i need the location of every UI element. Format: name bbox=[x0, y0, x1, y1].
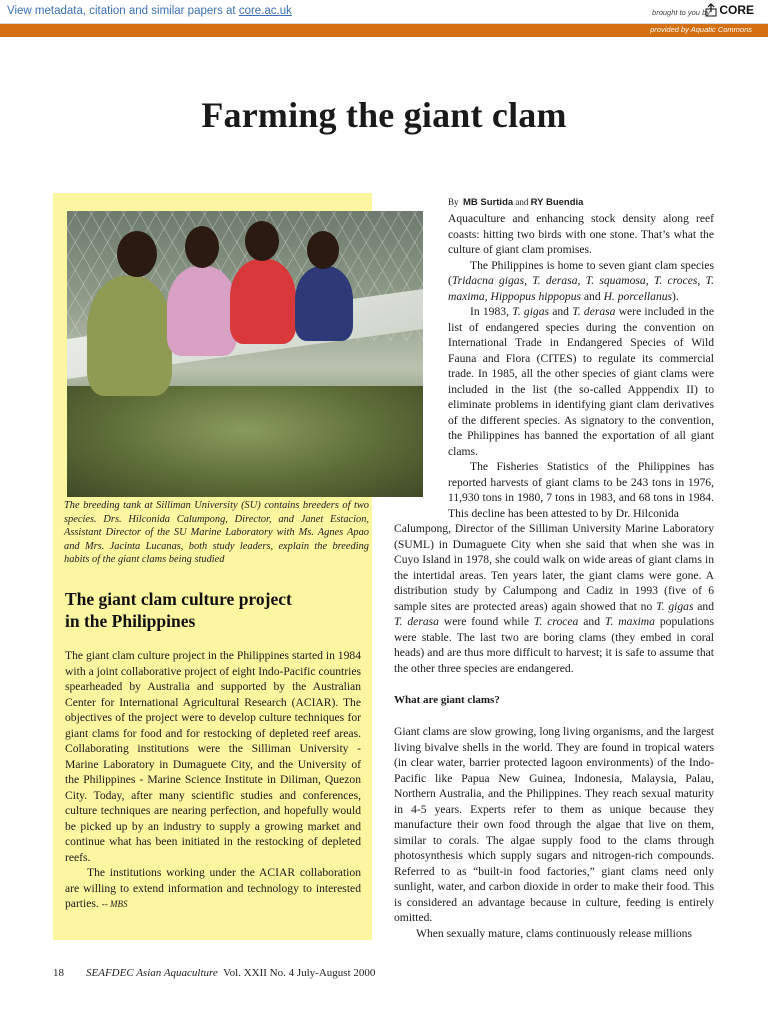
magazine-name: SEAFDEC Asian Aquaculture bbox=[86, 967, 218, 979]
breeding-tank-photo bbox=[67, 211, 423, 497]
p2-species: Tridacna gigas, T. derasa, T. squamosa, T. croces, T. maxima, Hippopus hippopus bbox=[448, 274, 714, 303]
p4-species-4: T. maxima bbox=[604, 615, 655, 628]
photo-person-3 bbox=[230, 259, 296, 344]
p3-text-c: were included in the list of endangered species during the convention on International Trade in Endangered Species of Wild Fauna and Flora (CITES) to regulate its commercial trade. In 1985, all the other species of giant clams were included in the list (the so-called Apppendix II) to eliminate problems in identifying giant clam derivatives of the different species. As signatory to the convention, the Philippines has banned the exportation of all giant clams. bbox=[448, 305, 714, 458]
body-paragraph-5: Giant clams are slow growing, long living organisms, and the largest living bivalve shells in the world. They are found in tropical waters (in clear water, barrier protected lagoon environments) of the Indo-Pacific like Papua New Guinea, Indonesia, Malaysia, Palau, Northern Australia, and the Philippines. They reach sexual maturity in 4-5 years. Experts refer to them as unique because they manufacture their own food through the algae that live on them, similar to corals. The algae supply food to the clams through photosynthesis which supply sugars and nitrogen-rich compounds. Referred to as “built-in food factories,” giant clams need only sunlight, water, and carbon dioxide in order to make their food. This is considered an advantage because in culture, feeding is entirely omitted. bbox=[394, 725, 714, 924]
photo-head-1 bbox=[117, 231, 157, 277]
p4-text-e: populations were stable. The last two are boring clams (they embed in coral heads) and are thus more difficult to harvest; it is safe to assume that the other three species are endangered. bbox=[394, 615, 714, 675]
issue-info: Vol. XXII No. 4 July-August 2000 bbox=[223, 967, 376, 979]
sidebar-paragraph-1: The giant clam culture project in the Philippines started in 1984 with a joint collaborative project of eight Indo-Pacific countries spearheaded by Australia and supported by the Australian Center for International Agricultural Research (ACIAR). The objectives of the project were to develop culture techniques for giant clams for food and for restocking of depleted reef areas. Collaborating institutions were the Silliman University - Marine Laboratory in Dumaguete City, and the University of the Philippines - Marine Science Institute in Diliman, Quezon City. Today, after many scientific studies and conferences, culture techniques are nearing perfection, and hopefully would be picked up by an industry to supply a growing market and continue what has been initiated in the restocking of depleted reefs. bbox=[65, 649, 361, 864]
photo-head-2 bbox=[185, 226, 219, 268]
sidebar-paragraph-2 bbox=[65, 865, 361, 913]
author-1: MB Surtida bbox=[463, 197, 514, 208]
brought-by-label: brought to you by bbox=[652, 8, 710, 17]
sidebar-signature: -- MBS bbox=[101, 899, 128, 909]
p2-and: and bbox=[581, 289, 604, 303]
photo-person-4 bbox=[295, 266, 353, 341]
photo-person-2 bbox=[167, 266, 237, 356]
p4-text-a: Calumpong, Director of the Silliman University Marine Laboratory (SUML) in Dumaguete City when she said that when she was in Cuyo Island in 1978, she could walk on wide areas of giant clams in the intertidal areas. Ten years later, the giant clams were gone. A distribution study by Calumpong and Cadiz in 1993 (five of 6 sample sites are protected areas) again showed that no bbox=[394, 522, 714, 613]
section-heading-giant-clams: What are giant clams? bbox=[394, 694, 500, 706]
photo-head-4 bbox=[307, 231, 339, 269]
p2-end: ). bbox=[672, 289, 679, 303]
page-number: 18 bbox=[53, 967, 64, 979]
body-paragraph-6: When sexually mature, clams continuously release millions bbox=[416, 926, 692, 940]
p2-text-a: The Philippines is home to seven giant clam species ( bbox=[448, 258, 714, 287]
body-paragraph-4-start: The Fisheries Statistics of the Philippines has reported harvests of giant clams to be 243 tons in 1976, 11,930 tons in 1980, 7 tons in 1983, and 68 tons in 1984. This decline has been attested to by Dr. Hilconida bbox=[448, 460, 714, 520]
sidebar-body bbox=[65, 648, 361, 913]
body-column-right bbox=[448, 211, 714, 521]
photo-caption: The breeding tank at Silliman University (SU) contains breeders of two species. Drs. Hilconida Calumpong, Director, and Janet Estacion, Assistant Director of the SU Marine Laboratory with Ms. Agnes Apao and Mrs. Jacinta Lucanas, both study leaders, explain the breeding habits of the giant clams being studied bbox=[64, 500, 369, 566]
body-column-wide bbox=[394, 521, 714, 676]
core-logo-text: CORE bbox=[719, 3, 754, 17]
core-logo[interactable] bbox=[705, 3, 754, 17]
p3-species-2: T. derasa bbox=[572, 305, 616, 318]
p4-text-b: and bbox=[693, 599, 715, 613]
core-metadata-link[interactable] bbox=[7, 5, 292, 17]
body-paragraph-2 bbox=[448, 258, 714, 305]
article-title: Farming the giant clam bbox=[201, 95, 567, 135]
byline-by: By bbox=[448, 197, 459, 207]
photo-head-3 bbox=[245, 221, 279, 261]
p3-text-b: and bbox=[549, 305, 573, 318]
sidebar-heading-line1: The giant clam culture project bbox=[65, 589, 292, 609]
body-paragraph-4-cont bbox=[394, 521, 714, 676]
body-column-wide-2 bbox=[394, 724, 714, 941]
sidebar-heading bbox=[65, 588, 365, 632]
author-2: RY Buendia bbox=[530, 197, 584, 208]
core-link-prefix: View metadata, citation and similar papers at bbox=[7, 5, 239, 17]
p3-text-a: In 1983, bbox=[470, 305, 513, 318]
core-banner bbox=[0, 0, 768, 24]
byline-and: and bbox=[515, 197, 529, 207]
p4-species-3: T. crocea bbox=[533, 615, 579, 628]
body-paragraph-1: Aquaculture and enhancing stock density along reef coasts: hitting two birds with one stone. That’s what the culture of giant clam promises. bbox=[448, 212, 714, 256]
p4-text-c: were found while bbox=[438, 615, 534, 628]
photo-person-1 bbox=[87, 276, 172, 396]
p2-last-species: H. porcellanus bbox=[603, 289, 673, 303]
byline bbox=[448, 197, 583, 208]
sidebar-heading-line2: in the Philippines bbox=[65, 611, 196, 631]
p4-text-d: and bbox=[578, 615, 605, 628]
p3-species-1: T. gigas bbox=[512, 305, 550, 318]
body-paragraph-3 bbox=[448, 304, 714, 459]
page-footer bbox=[53, 967, 375, 979]
p4-species-2: T. derasa bbox=[394, 615, 439, 628]
provided-by-label: provided by Aquatic Commons bbox=[650, 25, 752, 34]
photo-tank-water bbox=[67, 386, 423, 497]
p4-species-1: T. gigas bbox=[656, 599, 694, 613]
core-site-link[interactable]: core.ac.uk bbox=[238, 5, 292, 17]
core-provider-bar bbox=[0, 24, 768, 37]
core-logo-icon bbox=[705, 3, 717, 17]
sidebar-paragraph-2-text: The institutions working under the ACIAR collaboration are willing to extend information and technology to interested parties. bbox=[65, 866, 361, 910]
